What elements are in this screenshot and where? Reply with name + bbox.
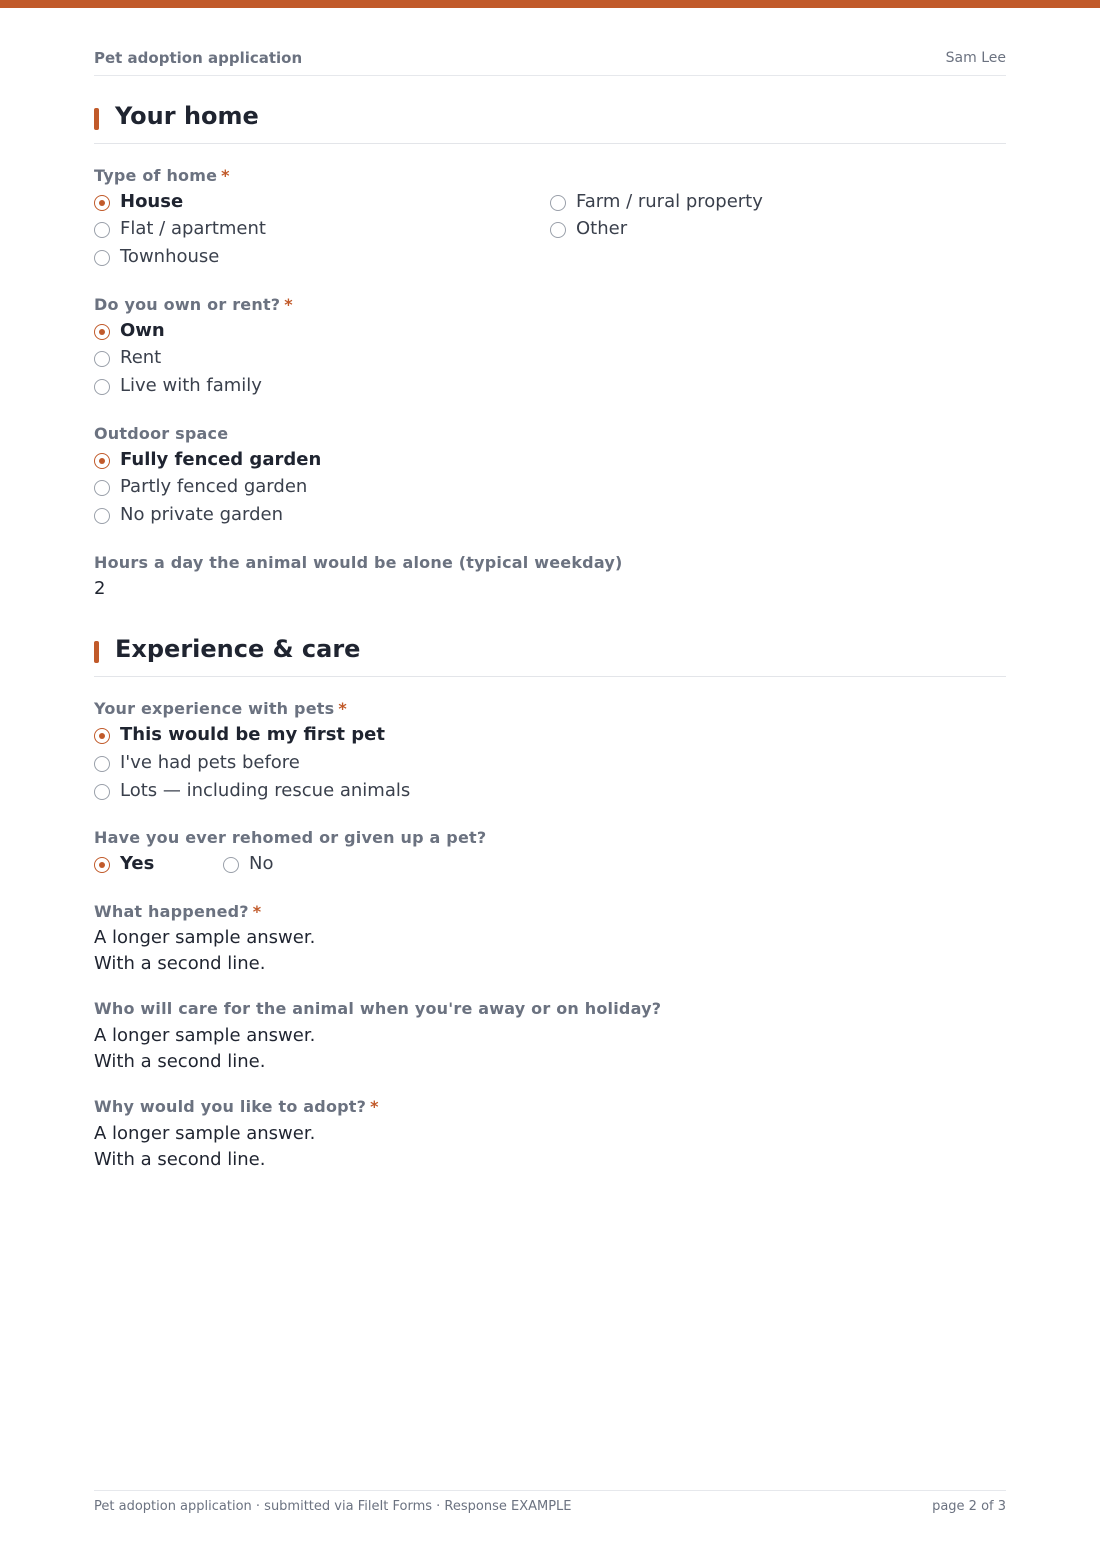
question-label-own-rent	[94, 295, 293, 314]
accent-top-bar	[0, 0, 1100, 8]
option-label: No	[249, 853, 274, 874]
section-marker	[94, 641, 99, 663]
answer-what-happened: A longer sample answer. With a second line.	[94, 927, 316, 974]
label-text: What happened?	[94, 902, 249, 921]
radio-icon	[94, 453, 110, 469]
option-label: Townhouse	[120, 246, 220, 267]
document-title: Pet adoption application	[94, 49, 303, 67]
radio-icon	[94, 784, 110, 800]
document-header	[94, 48, 1006, 76]
option-label: Fully fenced garden	[120, 449, 322, 470]
required-marker: *	[284, 295, 293, 314]
radio-icon	[94, 728, 110, 744]
required-marker: *	[252, 902, 262, 921]
radio-icon	[94, 351, 110, 367]
section-experience-care	[94, 635, 1006, 677]
page-number: page 2 of 3	[932, 1499, 1006, 1514]
option-label: Partly fenced garden	[120, 476, 308, 497]
question-label-outdoor	[94, 424, 228, 443]
question-label-what-happened	[94, 902, 261, 921]
radio-icon	[94, 480, 110, 496]
option-label: Live with family	[120, 375, 262, 396]
applicant-name: Sam Lee	[945, 50, 1006, 66]
question-label-who-cares	[94, 999, 661, 1018]
question-label-rehomed	[94, 828, 486, 847]
page-footer	[94, 1490, 1006, 1520]
label-text: Outdoor space	[94, 424, 229, 443]
label-text: Who will care for the animal when you're away or on holiday?	[94, 999, 662, 1018]
required-marker: *	[370, 1097, 379, 1116]
question-label-home-type	[94, 166, 230, 185]
question-label-why-adopt	[94, 1097, 379, 1116]
option-label: Own	[120, 320, 165, 341]
question-label-pet-experience	[94, 699, 347, 718]
radio-icon	[94, 195, 110, 211]
radio-icon	[94, 508, 110, 524]
section-your-home	[94, 102, 1006, 144]
option-label: Flat / apartment	[120, 218, 266, 239]
label-text: Have you ever rehomed or given up a pet?	[94, 828, 487, 847]
answer-hours-alone: 2	[94, 578, 106, 599]
label-text: Your experience with pets	[94, 699, 335, 718]
radio-icon	[94, 324, 110, 340]
required-marker: *	[338, 699, 347, 718]
radio-icon	[223, 857, 239, 873]
option-label: No private garden	[120, 504, 284, 525]
option-label: Yes	[120, 853, 155, 874]
radio-icon	[94, 250, 110, 266]
label-text: Type of home	[94, 166, 218, 185]
option-label: I've had pets before	[120, 752, 300, 773]
option-label: Rent	[120, 347, 162, 368]
option-label: Lots — including rescue animals	[120, 780, 411, 801]
label-text: Hours a day the animal would be alone (typical weekday)	[94, 553, 623, 572]
option-label: House	[120, 191, 184, 212]
radio-icon	[94, 379, 110, 395]
footer-info: Pet adoption application · submitted via FileIt Forms · Response EXAMPLE	[94, 1499, 572, 1514]
label-text: Do you own or rent?	[94, 295, 281, 314]
radio-icon	[94, 857, 110, 873]
answer-who-cares: A longer sample answer. With a second line.	[94, 1025, 316, 1072]
radio-icon	[550, 222, 566, 238]
section-title: Experience & care	[115, 635, 361, 663]
radio-icon	[550, 195, 566, 211]
required-marker: *	[221, 166, 230, 185]
radio-icon	[94, 756, 110, 772]
answer-why-adopt: A longer sample answer. With a second line.	[94, 1123, 316, 1170]
option-label: This would be my first pet	[120, 724, 385, 745]
option-label: Other	[576, 218, 628, 239]
option-label: Farm / rural property	[576, 191, 763, 212]
label-text: Why would you like to adopt?	[94, 1097, 367, 1116]
section-marker	[94, 108, 99, 130]
section-title: Your home	[115, 102, 259, 130]
question-label-hours-alone	[94, 553, 622, 572]
radio-icon	[94, 222, 110, 238]
